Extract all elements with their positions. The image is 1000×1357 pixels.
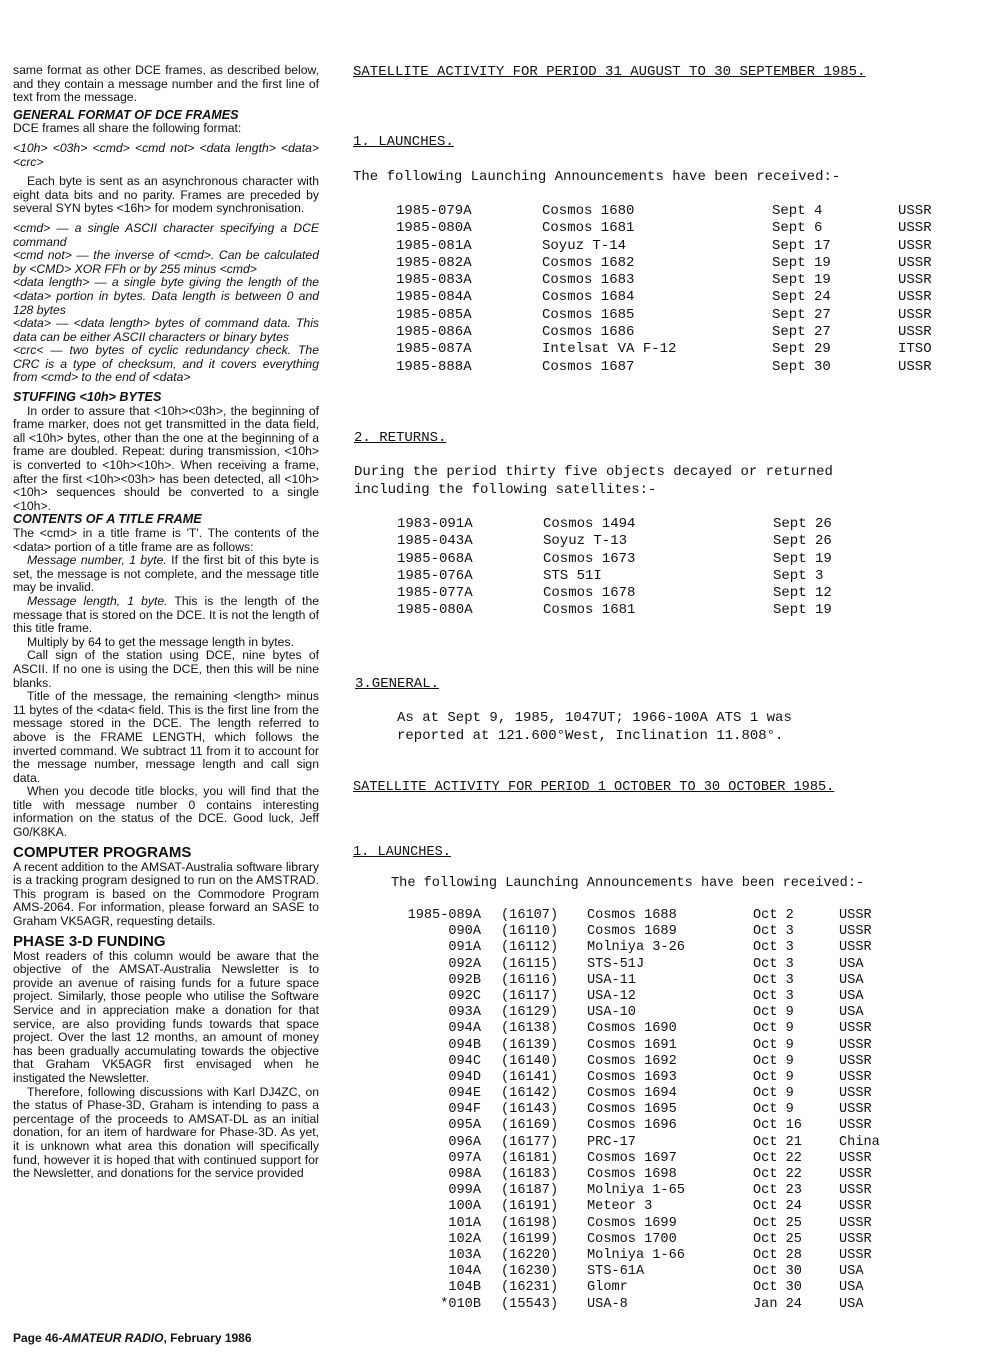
country-cell: USSR [839, 1037, 872, 1053]
paragraph: When you decode title blocks, you will find that the title with message number 0 contains interesting information on the status of the DCE. Good luck, Jeff G0/K8KA. [13, 784, 319, 840]
name-cell: Cosmos 1696 [587, 1118, 677, 1134]
date-cell: Jan 24 [753, 1296, 802, 1312]
date-cell: Oct 25 [753, 1231, 802, 1247]
date-cell: Sept 3 [773, 567, 824, 584]
section-heading-contents: CONTENTS OF A TITLE FRAME [13, 512, 202, 527]
name-cell: Soyuz T-13 [543, 533, 628, 550]
designator-cell: 1985-076A [397, 567, 473, 584]
country-cell: USA [839, 1296, 864, 1312]
definition-cmd: <cmd> — a single ASCII character specifying a DCE command [13, 220, 319, 249]
designator-cell: 092B [448, 972, 481, 988]
country-cell: China [839, 1134, 880, 1150]
name-cell: USA-10 [587, 1005, 636, 1021]
name-cell: Cosmos 1691 [587, 1037, 677, 1053]
designator-cell: 1985-084A [396, 289, 472, 306]
name-cell: Cosmos 1686 [542, 324, 635, 341]
date-cell: Oct 9 [753, 1069, 794, 1085]
frame-format-line: <10h> <03h> <cmd> <cmd not> <data length> <data> <crc> [13, 140, 319, 169]
catalog-number-cell: (16143) [501, 1102, 559, 1118]
designator-cell: 091A [448, 940, 481, 956]
date-cell: Oct 21 [753, 1134, 802, 1150]
designator-cell: 097A [448, 1150, 481, 1166]
name-cell: Cosmos 1680 [542, 203, 635, 219]
sept-returns-intro-1: During the period thirty five objects decayed or returned [354, 464, 833, 480]
date-cell: Oct 9 [753, 1037, 794, 1053]
sept-returns-intro-2: including the following satellites:- [354, 482, 657, 498]
designator-cell: 102A [448, 1231, 481, 1247]
sept-general-line-1: As at Sept 9, 1985, 1047UT; 1966-100A ATS 1 was [397, 710, 792, 726]
country-cell: USSR [898, 237, 932, 254]
date-cell: Sept 27 [772, 306, 831, 323]
designator-cell: 100A [448, 1199, 481, 1215]
name-cell: USA-12 [587, 988, 636, 1004]
country-cell: USSR [898, 358, 932, 375]
country-cell: ITSO [898, 341, 932, 358]
paragraph: Therefore, following discussions with Karl DJ4ZC, on the status of Phase-3D, Graham is intending to pass a percentage of the proceeds to AMSAT-DL as an initial donation, for an item of hardware for Phase-3D. As yet, it is unknown what area this donation will specifically fund, however it is hoped that with continued support for the Newsletter, and donations for the service provided [13, 1084, 319, 1181]
designator-cell: 094A [448, 1021, 481, 1037]
designator-cell: 104A [448, 1264, 481, 1280]
country-cell: USSR [839, 1118, 872, 1134]
country-cell: USSR [839, 940, 872, 956]
country-cell: USSR [839, 1167, 872, 1182]
date-cell: Sept 4 [772, 203, 823, 219]
name-cell: Cosmos 1678 [543, 585, 636, 602]
date-cell: Sept 17 [772, 237, 831, 254]
designator-cell: 093A [448, 1005, 481, 1021]
name-cell: Cosmos 1699 [587, 1215, 677, 1231]
date-cell: Oct 25 [753, 1215, 802, 1231]
catalog-number-cell: (16142) [501, 1086, 559, 1102]
name-cell: Cosmos 1681 [543, 602, 636, 619]
name-cell: Cosmos 1700 [587, 1231, 677, 1247]
date-cell: Oct 9 [753, 1086, 794, 1102]
oct-launches-intro: The following Launching Announcements have been received:- [391, 876, 865, 891]
name-cell: Cosmos 1698 [587, 1167, 677, 1182]
name-cell: STS-51J [587, 956, 645, 972]
date-cell: Oct 2 [753, 908, 794, 923]
oct-launches-heading: 1. LAUNCHES. [353, 845, 451, 860]
designator-cell: 103A [448, 1247, 481, 1263]
sept-launches-intro: The following Launching Announcements have been received:- [353, 169, 841, 185]
sept-launches-heading: 1. LAUNCHES. [353, 134, 454, 150]
catalog-number-cell: (16129) [501, 1005, 559, 1021]
designator-cell: 1985-087A [396, 341, 472, 358]
name-cell: USA-11 [587, 972, 636, 988]
designator-cell: 1985-081A [396, 237, 472, 254]
designator-cell: 101A [448, 1215, 481, 1231]
country-cell: USSR [898, 289, 932, 306]
name-cell: Cosmos 1689 [587, 924, 677, 940]
date-cell: Oct 9 [753, 1102, 794, 1118]
date-cell: Oct 16 [753, 1118, 802, 1134]
country-cell: USA [839, 1005, 864, 1021]
designator-cell: 1985-082A [396, 254, 472, 271]
catalog-number-cell: (16141) [501, 1069, 559, 1085]
name-cell: Cosmos 1692 [587, 1053, 677, 1069]
country-cell: USSR [839, 924, 872, 940]
designator-cell: 098A [448, 1167, 481, 1182]
name-cell: Cosmos 1685 [542, 306, 635, 323]
country-cell: USSR [898, 306, 932, 323]
country-cell: USSR [839, 1247, 872, 1263]
designator-cell: 1985-083A [396, 272, 472, 289]
footer-date: , February 1986 [163, 1331, 252, 1345]
catalog-number-cell: (16220) [501, 1247, 559, 1263]
designator-cell: 096A [448, 1134, 481, 1150]
date-cell: Sept 12 [773, 585, 832, 602]
paragraph: Each byte is sent as an asynchronous character with eight data bits and no parity. Frames are preceded by several SYN bytes <16h> for modem synchronisation. [13, 174, 319, 216]
designator-cell: 104B [448, 1280, 481, 1296]
country-cell: USA [839, 1264, 864, 1280]
name-cell: PRC-17 [587, 1134, 636, 1150]
designator-cell: 094C [448, 1053, 481, 1069]
designator-cell: 092A [448, 956, 481, 972]
section-heading-general-format: GENERAL FORMAT OF DCE FRAMES [13, 107, 239, 122]
definition-data: <data> — <data length> bytes of command data. This data can be either ASCII characters or binary bytes [13, 316, 319, 344]
date-cell: Sept 27 [772, 324, 831, 341]
country-cell: USSR [839, 1021, 872, 1037]
name-cell: Cosmos 1682 [542, 254, 635, 271]
name-cell: Glomr [587, 1280, 628, 1296]
paragraph: A recent addition to the AMSAT-Australia software library is a tracking program designed to run on the AMSTRAD. This program is based on the Commodore Program AMS-2064. For information, please forward an SASE to Graham VK5AGR, requesting details. [13, 859, 319, 929]
definition-cmd-not: <cmd not> — the inverse of <cmd>. Can be calculated by <CMD> XOR FFh or by 255 minus <cmd> [13, 248, 319, 276]
name-cell: Molniya 1-66 [587, 1247, 685, 1263]
footer-magazine: AMATEUR RADIO [62, 1331, 164, 1345]
date-cell: Oct 22 [753, 1150, 802, 1166]
designator-cell: 1985-085A [396, 306, 472, 323]
section-heading-phase-3d: PHASE 3-D FUNDING [13, 932, 166, 950]
paragraph: Call sign of the station using DCE, nine bytes of ASCII. If no one is using the DCE, then this will be nine blanks. [13, 648, 319, 690]
left-column [13, 64, 319, 1181]
name-cell: Cosmos 1681 [542, 220, 635, 237]
country-cell: USSR [839, 1102, 872, 1118]
name-cell: Cosmos 1683 [542, 272, 635, 289]
date-cell: Oct 22 [753, 1167, 802, 1182]
country-cell: USSR [839, 1199, 872, 1215]
name-cell: Cosmos 1687 [542, 358, 635, 375]
country-cell: USSR [839, 1231, 872, 1247]
name-cell: Cosmos 1684 [542, 289, 635, 306]
country-cell: USA [839, 956, 864, 972]
catalog-number-cell: (16187) [501, 1183, 559, 1199]
date-cell: Sept 26 [773, 516, 832, 532]
date-cell: Sept 6 [772, 220, 823, 237]
designator-cell: 094D [448, 1069, 481, 1085]
designator-cell: 1985-077A [397, 585, 473, 602]
field-desc: If the first bit of this byte is set, the message is not complete, and the message title may be invalid. [13, 553, 319, 595]
name-cell: Cosmos 1688 [587, 908, 677, 923]
country-cell: USSR [839, 1086, 872, 1102]
designator-cell: 1985-043A [397, 533, 473, 550]
paragraph: Title of the message, the remaining <length> minus 11 bytes of the <data< field. This is the first line from the message stored in the DCE. The length referred to above is the FRAME LENGTH, which follows the inverted command. We subtract 11 from it to account for the message number, message length and call sign data. [13, 689, 319, 785]
country-cell: USA [839, 1280, 864, 1296]
name-cell: Soyuz T-14 [542, 237, 627, 254]
definition-data-length: <data length> — a single byte giving the length of the <data> portion in bytes. Data length is between 0 and 128 bytes [13, 275, 319, 317]
date-cell: Oct 3 [753, 940, 794, 956]
paragraph [13, 595, 319, 636]
catalog-number-cell: (16110) [501, 924, 559, 940]
designator-cell: 099A [448, 1183, 481, 1199]
name-cell: Intelsat VA F-12 [542, 341, 677, 358]
name-cell: Molniya 3-26 [587, 940, 685, 956]
designator-cell: 1983-091A [397, 516, 473, 532]
date-cell: Oct 3 [753, 924, 794, 940]
country-cell: USSR [898, 203, 932, 219]
page-footer [13, 1331, 252, 1345]
country-cell: USSR [839, 1150, 872, 1166]
country-cell: USSR [839, 1183, 872, 1199]
sept-title: SATELLITE ACTIVITY FOR PERIOD 31 AUGUST TO 30 SEPTEMBER 1985. [353, 64, 866, 80]
country-cell: USSR [839, 1053, 872, 1069]
designator-cell: 1985-086A [396, 324, 472, 341]
designator-cell: 1985-068A [397, 550, 473, 567]
section-heading-computer-programs: COMPUTER PROGRAMS [13, 843, 192, 861]
date-cell: Oct 30 [753, 1280, 802, 1296]
date-cell: Oct 30 [753, 1264, 802, 1280]
country-cell: USSR [839, 1215, 872, 1231]
designator-cell: 094F [448, 1102, 481, 1118]
paragraph: DCE frames all share the following format: [13, 121, 242, 136]
catalog-number-cell: (16169) [501, 1118, 559, 1134]
oct-title: SATELLITE ACTIVITY FOR PERIOD 1 OCTOBER TO 30 OCTOBER 1985. [353, 780, 835, 795]
sept-general-heading: 3.GENERAL. [355, 676, 440, 692]
name-cell: Cosmos 1694 [587, 1086, 677, 1102]
catalog-number-cell: (16198) [501, 1215, 559, 1231]
name-cell: STS-61A [587, 1264, 645, 1280]
date-cell: Oct 3 [753, 956, 794, 972]
name-cell: Cosmos 1693 [587, 1069, 677, 1085]
sept-returns-heading: 2. RETURNS. [354, 430, 447, 446]
right-column [353, 64, 993, 1312]
field-name: Message number, 1 byte. [27, 553, 167, 568]
paragraph: Multiply by 64 to get the message length in bytes. [27, 634, 294, 649]
name-cell: Cosmos 1690 [587, 1021, 677, 1037]
catalog-number-cell: (16117) [501, 988, 559, 1004]
catalog-number-cell: (16139) [501, 1037, 559, 1053]
country-cell: USA [839, 988, 864, 1004]
date-cell: Oct 9 [753, 1053, 794, 1069]
catalog-number-cell: (16183) [501, 1167, 559, 1182]
paragraph: The <cmd> in a title frame is 'T'. The contents of the <data> portion of a title frame are as follows: [13, 526, 319, 554]
name-cell: Meteor 3 [587, 1199, 653, 1215]
date-cell: Oct 3 [753, 972, 794, 988]
designator-cell: 090A [448, 924, 481, 940]
designator-cell: 094B [448, 1037, 481, 1053]
date-cell: Sept 19 [773, 602, 832, 619]
catalog-number-cell: (15543) [501, 1296, 559, 1312]
catalog-number-cell: (16181) [501, 1150, 559, 1166]
country-cell: USSR [839, 908, 872, 923]
designator-cell: 1985-080A [397, 602, 473, 619]
paragraph: Most readers of this column would be aware that the objective of the AMSAT-Australia Newsletter is to provide an avenue of raising funds for a future space project. Similarly, those people who utilise the Software Service and in appreciation make a donation for that service, are also providing funds towards that space project. Over the last 12 months, an amount of money has been gradually accumulating towards the objective that Graham VK5AGR first envisaged when he instigated the Newsletter. [13, 948, 319, 1085]
date-cell: Sept 19 [773, 550, 832, 567]
date-cell: Oct 23 [753, 1183, 802, 1199]
catalog-number-cell: (16191) [501, 1199, 559, 1215]
name-cell: Cosmos 1673 [543, 550, 636, 567]
date-cell: Sept 30 [772, 358, 831, 375]
date-cell: Sept 19 [772, 272, 831, 289]
date-cell: Sept 29 [772, 341, 831, 358]
catalog-number-cell: (16115) [501, 956, 559, 972]
designator-cell: 095A [448, 1118, 481, 1134]
country-cell: USSR [898, 324, 932, 341]
catalog-number-cell: (16138) [501, 1021, 559, 1037]
catalog-number-cell: (16140) [501, 1053, 559, 1069]
date-cell: Oct 9 [753, 1005, 794, 1021]
country-cell: USSR [839, 1069, 872, 1085]
designator-cell: 092C [448, 988, 481, 1004]
date-cell: Oct 3 [753, 988, 794, 1004]
date-cell: Sept 26 [773, 533, 832, 550]
catalog-number-cell: (16177) [501, 1134, 559, 1150]
paragraph: In order to assure that <10h><03h>, the beginning of frame marker, does not get transmitted in the data field, all <10h> bytes, other than the one at the beginning of a frame are doubled. Repeat: during transmission, <10h> is converted to <10h><10h>. When receiving a frame, after the first <10h><03h> has been detected, all <10h><10h> sequences should be converted to a single <10h>. [13, 403, 319, 513]
field-desc: This is the length of the message that is stored on the DCE. It is not the length of this title frame. [13, 593, 319, 636]
field-name: Message length, 1 byte. [27, 593, 168, 608]
date-cell: Oct 28 [753, 1247, 802, 1263]
catalog-number-cell: (16107) [501, 908, 559, 923]
country-cell: USSR [898, 254, 932, 271]
paragraph [13, 554, 319, 595]
catalog-number-cell: (16230) [501, 1264, 559, 1280]
sept-general-line-2: reported at 121.600°West, Inclination 11.808°. [397, 728, 784, 744]
date-cell: Oct 9 [753, 1021, 794, 1037]
paragraph: same format as other DCE frames, as described below, and they contain a message number and the first line of text from the message. [13, 63, 319, 105]
country-cell: USA [839, 972, 864, 988]
footer-page: Page 46- [13, 1331, 63, 1345]
catalog-number-cell: (16199) [501, 1231, 559, 1247]
country-cell: USSR [898, 220, 932, 237]
date-cell: Sept 24 [772, 289, 831, 306]
name-cell: USA-8 [587, 1296, 628, 1312]
definition-crc: <crc< — two bytes of cyclic redundancy check. The CRC is a type of checksum, and it covers everything from <cmd> to the end of <data> [13, 343, 319, 385]
designator-cell: 1985-079A [396, 203, 472, 219]
catalog-number-cell: (16231) [501, 1280, 559, 1296]
date-cell: Oct 24 [753, 1199, 802, 1215]
designator-cell: *010B [440, 1296, 481, 1312]
country-cell: USSR [898, 272, 932, 289]
designator-cell: 1985-888A [396, 358, 472, 375]
name-cell: Cosmos 1695 [587, 1102, 677, 1118]
section-heading-stuffing: STUFFING <10h> BYTES [13, 390, 162, 405]
catalog-number-cell: (16112) [501, 940, 559, 956]
name-cell: Molniya 1-65 [587, 1183, 685, 1199]
catalog-number-cell: (16116) [501, 972, 559, 988]
name-cell: Cosmos 1697 [587, 1150, 677, 1166]
name-cell: STS 51I [543, 567, 602, 584]
date-cell: Sept 19 [772, 254, 831, 271]
name-cell: Cosmos 1494 [543, 516, 636, 532]
designator-cell: 1985-089A [407, 908, 481, 923]
designator-cell: 1985-080A [396, 220, 472, 237]
designator-cell: 094E [448, 1086, 481, 1102]
